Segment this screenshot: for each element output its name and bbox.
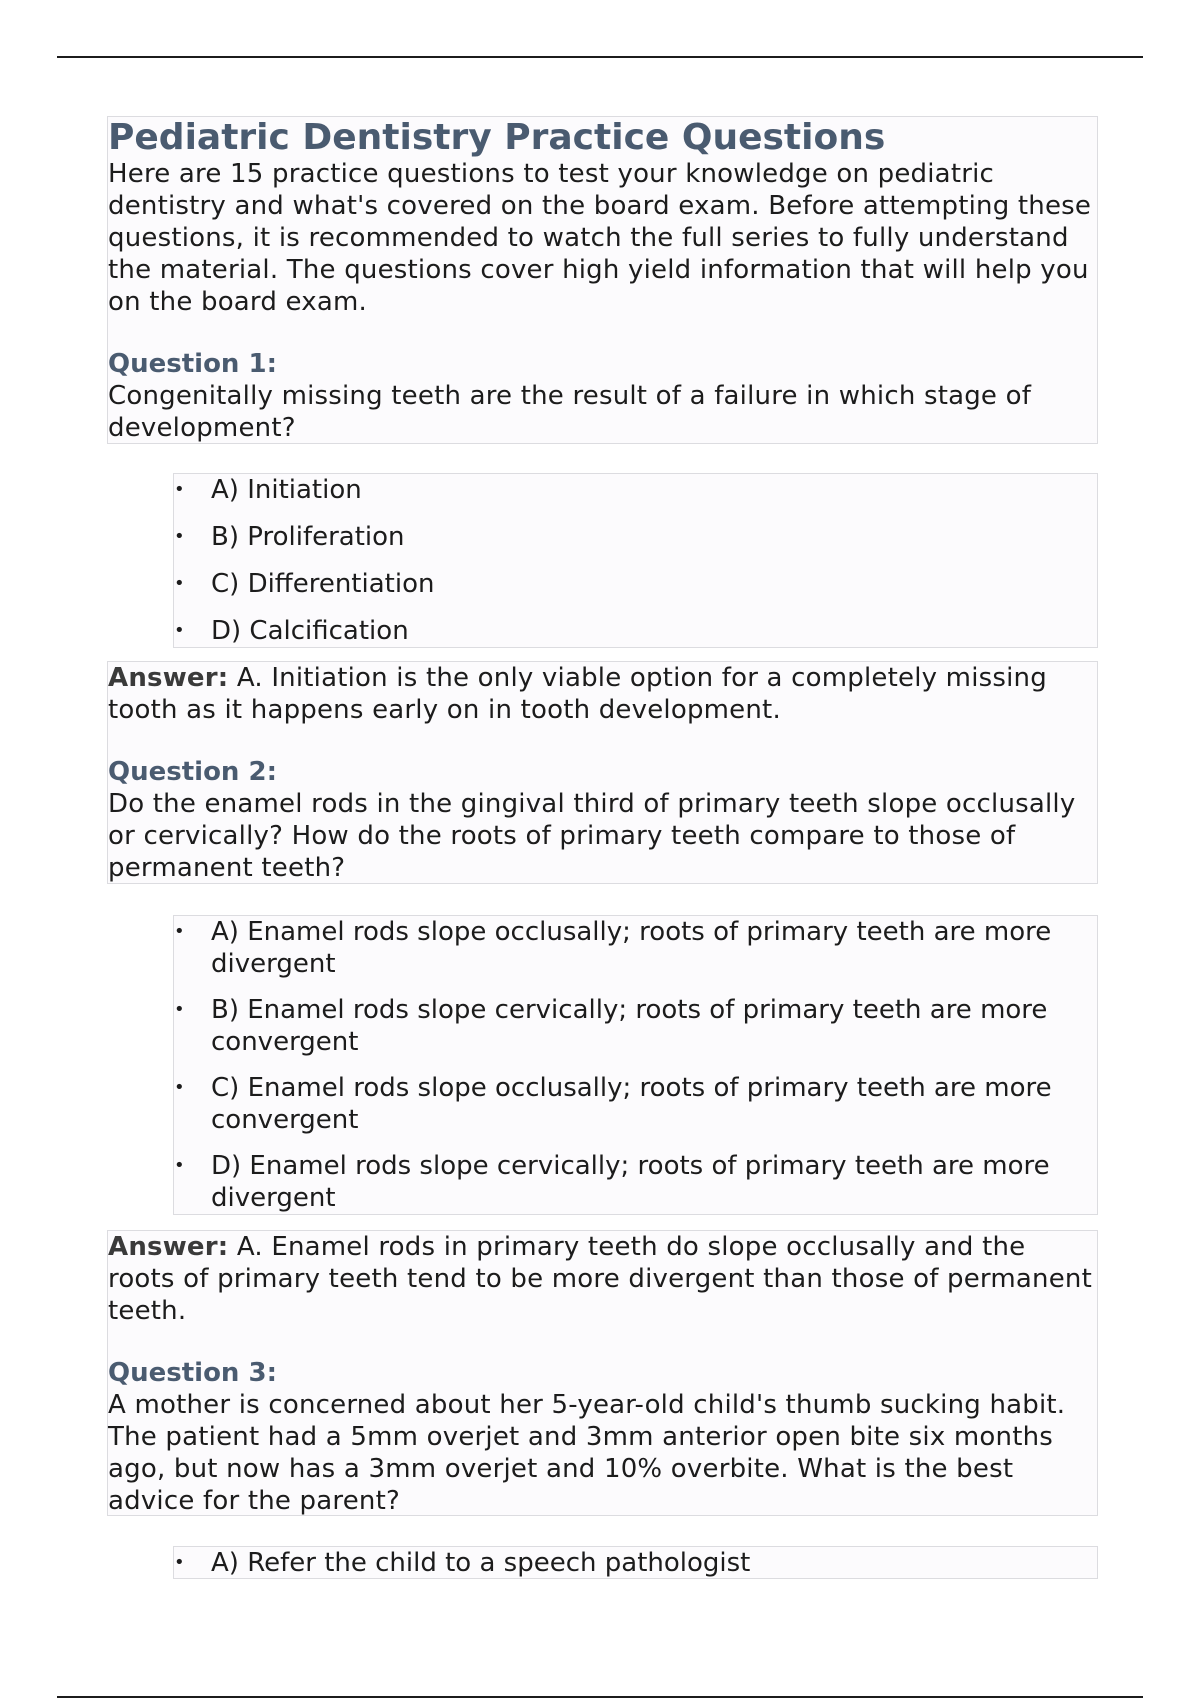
intro-block (107, 116, 1098, 444)
bullet-icon: • (174, 1155, 185, 1176)
option-item (174, 1150, 1097, 1214)
option-item (174, 615, 1097, 647)
bullet-icon: • (174, 1552, 185, 1573)
bullet-icon: • (174, 1077, 185, 1098)
option-text: D) Calcification (211, 616, 409, 646)
question-heading: Question 3: (108, 1358, 277, 1388)
bullet-icon: • (174, 921, 185, 942)
option-text: A) Enamel rods slope occlusally; roots of primary teeth are more divergent (211, 917, 1052, 979)
option-text: C) Differentiation (211, 569, 435, 599)
question-heading: Question 2: (108, 757, 277, 787)
option-text: A) Refer the child to a speech pathologist (211, 1548, 751, 1578)
bullet-icon: • (174, 620, 185, 641)
question-heading: Question 1: (108, 349, 277, 379)
bullet-icon: • (174, 479, 185, 500)
answer-text (108, 1231, 1097, 1327)
option-text: B) Proliferation (211, 522, 405, 552)
options-list (173, 1546, 1098, 1579)
option-text: D) Enamel rods slope cervically; roots of primary teeth are more divergent (211, 1151, 1050, 1213)
page-title: Pediatric Dentistry Practice Questions (108, 117, 886, 158)
answer-body: A. Initiation is the only viable option for a completely missing tooth as it happens early on in tooth development. (108, 663, 1047, 725)
answer-question-block (107, 1230, 1098, 1516)
options-list (173, 915, 1098, 1215)
bullet-icon: • (174, 573, 185, 594)
bullet-icon: • (174, 526, 185, 547)
option-item (174, 474, 1097, 506)
answer-label: Answer: (108, 1232, 229, 1262)
question-text: A mother is concerned about her 5-year-old child's thumb sucking habit. The patient had a 5mm overjet and 3mm anterior open bite six months ago, but now has a 3mm overjet and 10% overbite. What is the best advice for the parent? (108, 1390, 1066, 1516)
answer-body: A. Enamel rods in primary teeth do slope occlusally and the roots of primary teeth tend to be more divergent than those of permanent teeth. (108, 1232, 1092, 1326)
option-text: A) Initiation (211, 475, 362, 505)
option-item (174, 994, 1097, 1058)
question-text: Do the enamel rods in the gingival third of primary teeth slope occlusally or cervically? How do the roots of primary teeth compare to those of permanent teeth? (108, 789, 1076, 883)
question-text: Congenitally missing teeth are the result of a failure in which stage of development? (108, 381, 1032, 443)
option-item (174, 568, 1097, 600)
answer-label: Answer: (108, 663, 229, 693)
options-list (173, 473, 1098, 648)
option-item (174, 916, 1097, 980)
footer-rule (57, 1696, 1143, 1698)
option-item (174, 1072, 1097, 1136)
option-text: C) Enamel rods slope occlusally; roots of primary teeth are more convergent (211, 1073, 1052, 1135)
answer-text (108, 662, 1097, 726)
option-item (174, 521, 1097, 553)
intro-text: Here are 15 practice questions to test your knowledge on pediatric dentistry and what's covered on the board exam. Before attempting these questions, it is recommended to watch the full series to fully understand the material. The questions cover high yield information that will help you on the board exam. (108, 159, 1092, 317)
answer-question-block (107, 661, 1098, 884)
option-item (174, 1547, 1097, 1579)
bullet-icon: • (174, 999, 185, 1020)
option-text: B) Enamel rods slope cervically; roots of primary teeth are more convergent (211, 995, 1048, 1057)
header-rule (57, 56, 1143, 58)
